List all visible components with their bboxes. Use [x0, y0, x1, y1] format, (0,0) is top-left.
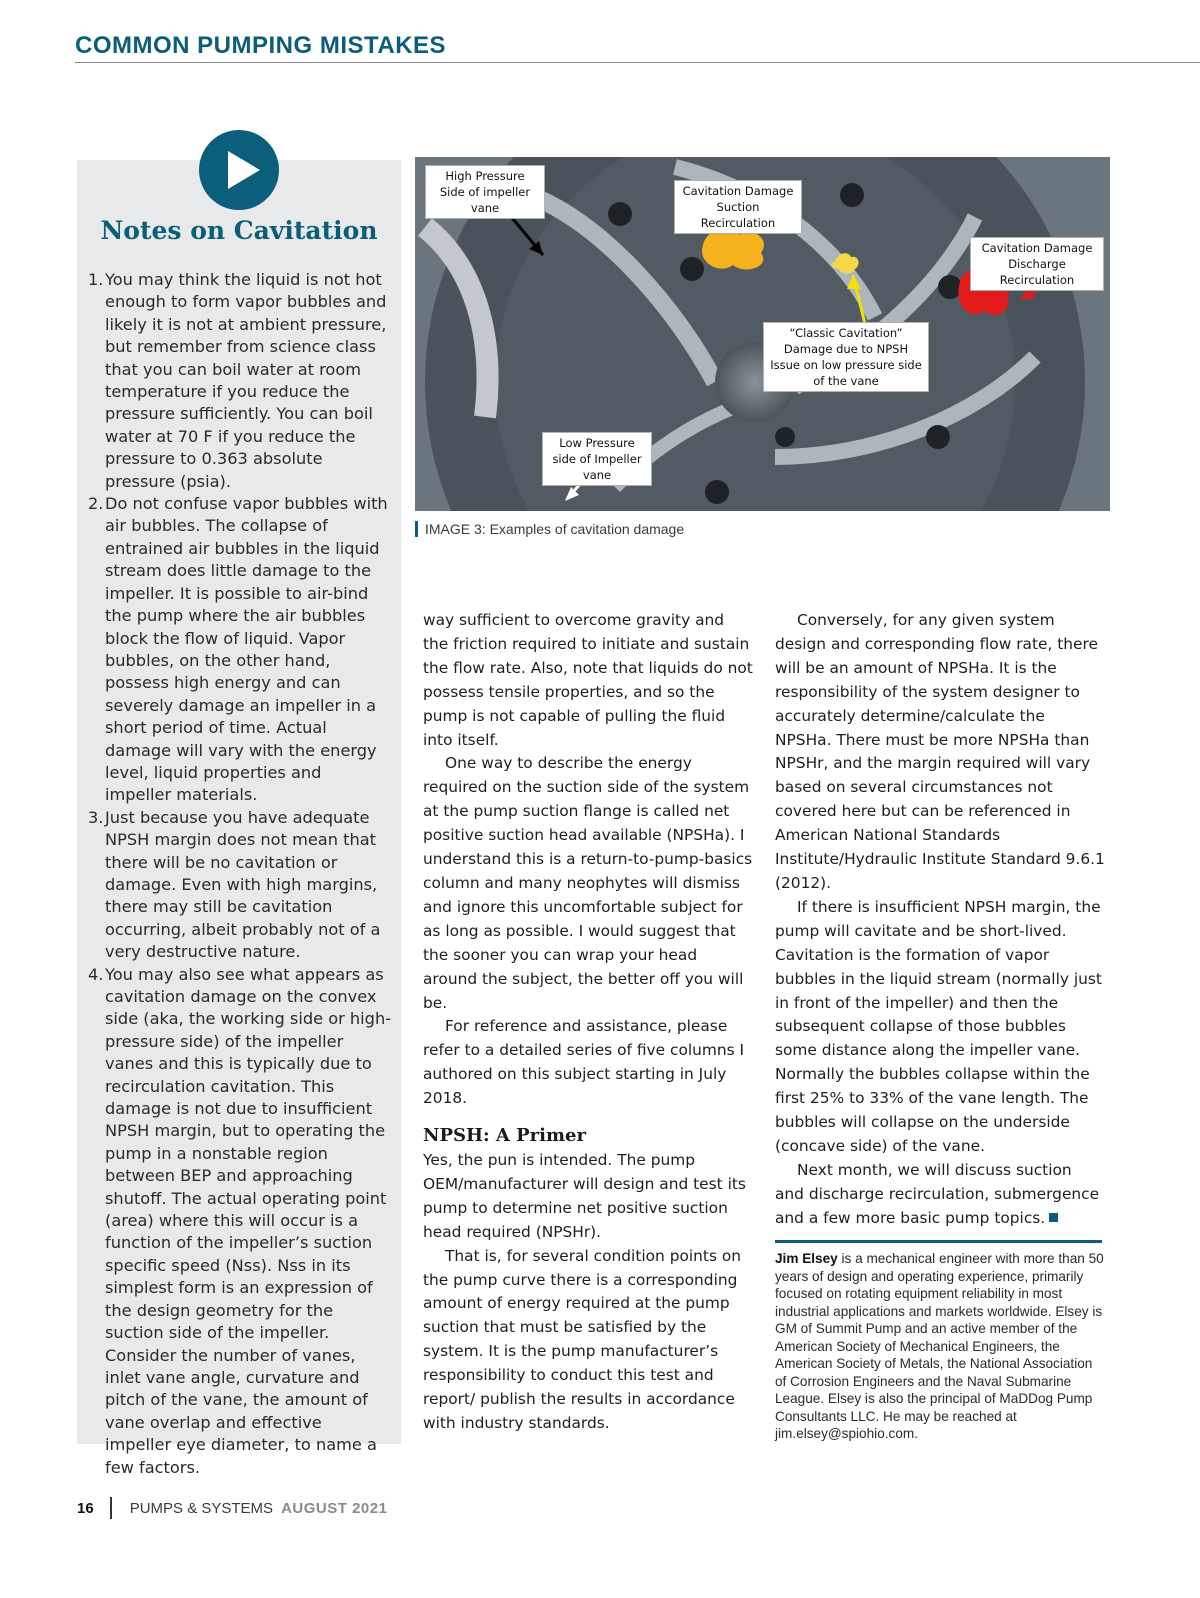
list-item — [88, 493, 392, 807]
subheading: NPSH: A Primer — [423, 1125, 586, 1147]
section-title: COMMON PUMPING MISTAKES — [75, 32, 447, 59]
bio-divider — [775, 1240, 1102, 1243]
body-column-middle — [423, 609, 753, 1436]
list-item — [88, 964, 392, 1479]
list-item — [88, 807, 392, 964]
header-divider — [75, 62, 1200, 63]
paragraph: One way to describe the energy required on the suction side of the system at the pump suction flange is called net positive suction head available (NPSHa). I understand this is a return-to-pump-basics column and many neophytes will dismiss and ignore this uncomfortable subject for as long as possible. I would suggest that the sooner you can wrap your head around the subject, the better off you will be. — [423, 754, 753, 1012]
body-column-right — [775, 609, 1105, 1231]
label-classic-cavitation: “Classic Cavitation” Damage due to NPSH Issue on low pressure side of the vane — [763, 322, 929, 392]
issue-date: AUGUST 2021 — [281, 1499, 388, 1517]
paragraph: Yes, the pun is intended. The pump OEM/manufacturer will design and test its pump to determine net positive suction head required (NPSHr). — [423, 1151, 746, 1241]
list-number: 1. — [88, 270, 104, 289]
paragraph — [775, 1159, 1105, 1231]
publication-name: PUMPS & SYSTEMS — [129, 1499, 274, 1517]
notes-list — [88, 269, 392, 1479]
author-bio — [775, 1250, 1105, 1443]
closing-text: Next month, we will discuss suction and discharge recirculation, submergence and a few more basic pump topics. — [775, 1160, 1100, 1227]
list-number: 4. — [88, 964, 104, 984]
list-item — [88, 269, 392, 493]
page-number: 16 — [77, 1499, 94, 1517]
bio-text: is a mechanical engineer with more than 50 years of design and operating experience, primarily focused on rotating equipment reliability in most industrial applications and markets worldwide. Elsey is GM of Summit Pump and an active member of the American Society of Mechanical Engineers, the American Society of Metals, the National Association of Corrosion Engineers and the Naval Submarine League. Elsey is also the principal of MaDDog Pump Consultants LLC. He may be reached at jim.elsey@spiohio.com. — [775, 1251, 1104, 1441]
list-number: 2. — [88, 494, 104, 514]
list-number: 3. — [88, 807, 104, 827]
label-low-pressure: Low Pressure side of Impeller vane — [542, 432, 652, 486]
play-icon — [199, 130, 279, 210]
paragraph: Conversely, for any given system design and corresponding flow rate, there will be an amount of NPSHa. It is the responsibility of the system designer to accurately determine/calculate the NPSHa. There must be more NPSHa than NPSHr, and the margin required will vary based on several circumstances not covered here but can be referenced in American National Standards Institute/Hydraulic Institute Standard 9.6.1 (2012). — [775, 611, 1105, 892]
paragraph: That is, for several condition points on the pump curve there is a corresponding amount of energy required at the pump suction that must be satisfied by the system. It is the pump manufacturer’s responsibility to conduct this test and report/ publish the results in accordance with industry standards. — [423, 1246, 742, 1432]
paragraph: way sufficient to overcome gravity and the friction required to initiate and sustain the flow rate. Also, note that liquids do not possess tensile properties, and so the pump is not capable of pulling the fluid into itself. — [423, 611, 753, 749]
list-text: You may think the liquid is not hot enough to form vapor bubbles and likely it is not at ambient pressure, but remember from science class that you can boil water at room temperature if you reduce the pressure sufficiently. You can boil water at 70 F if you reduce the pressure to 0.363 absolute pressure (psia). — [105, 270, 387, 491]
list-text: Just because you have adequate NPSH margin does not mean that there will be no cavitation or damage. Even with high margins, there may still be cavitation occurring, albeit probably not of a very destructive nature. — [105, 807, 381, 962]
caption-marker — [415, 521, 418, 537]
figure-caption — [415, 521, 684, 537]
paragraph: For reference and assistance, please refer to a detailed series of five columns I authored on this subject starting in July 2018. — [423, 1017, 745, 1108]
impeller-photo — [415, 157, 1110, 511]
list-text: Do not confuse vapor bubbles with air bubbles. The collapse of entrained air bubbles in the liquid stream does little damage to the impeller. It is possible to air-bind the pump where the air bubbles block the flow of liquid. Vapor bubbles, on the other hand, possess high energy and can severely damage an impeller in a short period of time. Actual damage will vary with the energy level, liquid properties and impeller materials. — [105, 494, 388, 805]
list-text: You may also see what appears as cavitation damage on the convex side (aka, the working side or high-pressure side) of the impeller vanes and this is typically due to recirculation cavitation. This damage is not due to insufficient NPSH margin, but to operating the pump in a nonstable region between BEP and approaching shutoff. The actual operating point (area) where this will occur is a function of the impeller’s suction specific speed (Nss). Nss in its simplest form is an expression of the design geometry for the suction side of the impeller. Consider the number of vanes, inlet vane angle, curvature and pitch of the vane, the amount of vane overlap and effective impeller eye diameter, to name a few factors. — [105, 964, 392, 1477]
footer-separator — [110, 1497, 112, 1519]
end-mark-icon — [1049, 1213, 1058, 1222]
caption-text: IMAGE 3: Examples of cavitation damage — [425, 521, 685, 537]
page-footer — [77, 1497, 387, 1519]
label-suction-recirculation: Cavitation Damage Suction Recirculation — [674, 180, 802, 234]
label-discharge-recirculation: Cavitation Damage Discharge Recirculation — [970, 237, 1104, 291]
label-high-pressure: High Pressure Side of impeller vane — [425, 165, 545, 219]
paragraph: If there is insufficient NPSH margin, the pump will cavitate and be short-lived. Cavitation is the formation of vapor bubbles in the liquid stream (normally just in front of the impeller) and then the subsequent collapse of those bubbles some distance along the impeller vane. Normally the bubbles collapse within the first 25% to 33% of the vane length. The bubbles will collapse on the underside (concave side) of the vane. — [775, 897, 1102, 1155]
author-name: Jim Elsey — [775, 1251, 838, 1266]
sidebar-title: Notes on Cavitation — [100, 216, 378, 245]
